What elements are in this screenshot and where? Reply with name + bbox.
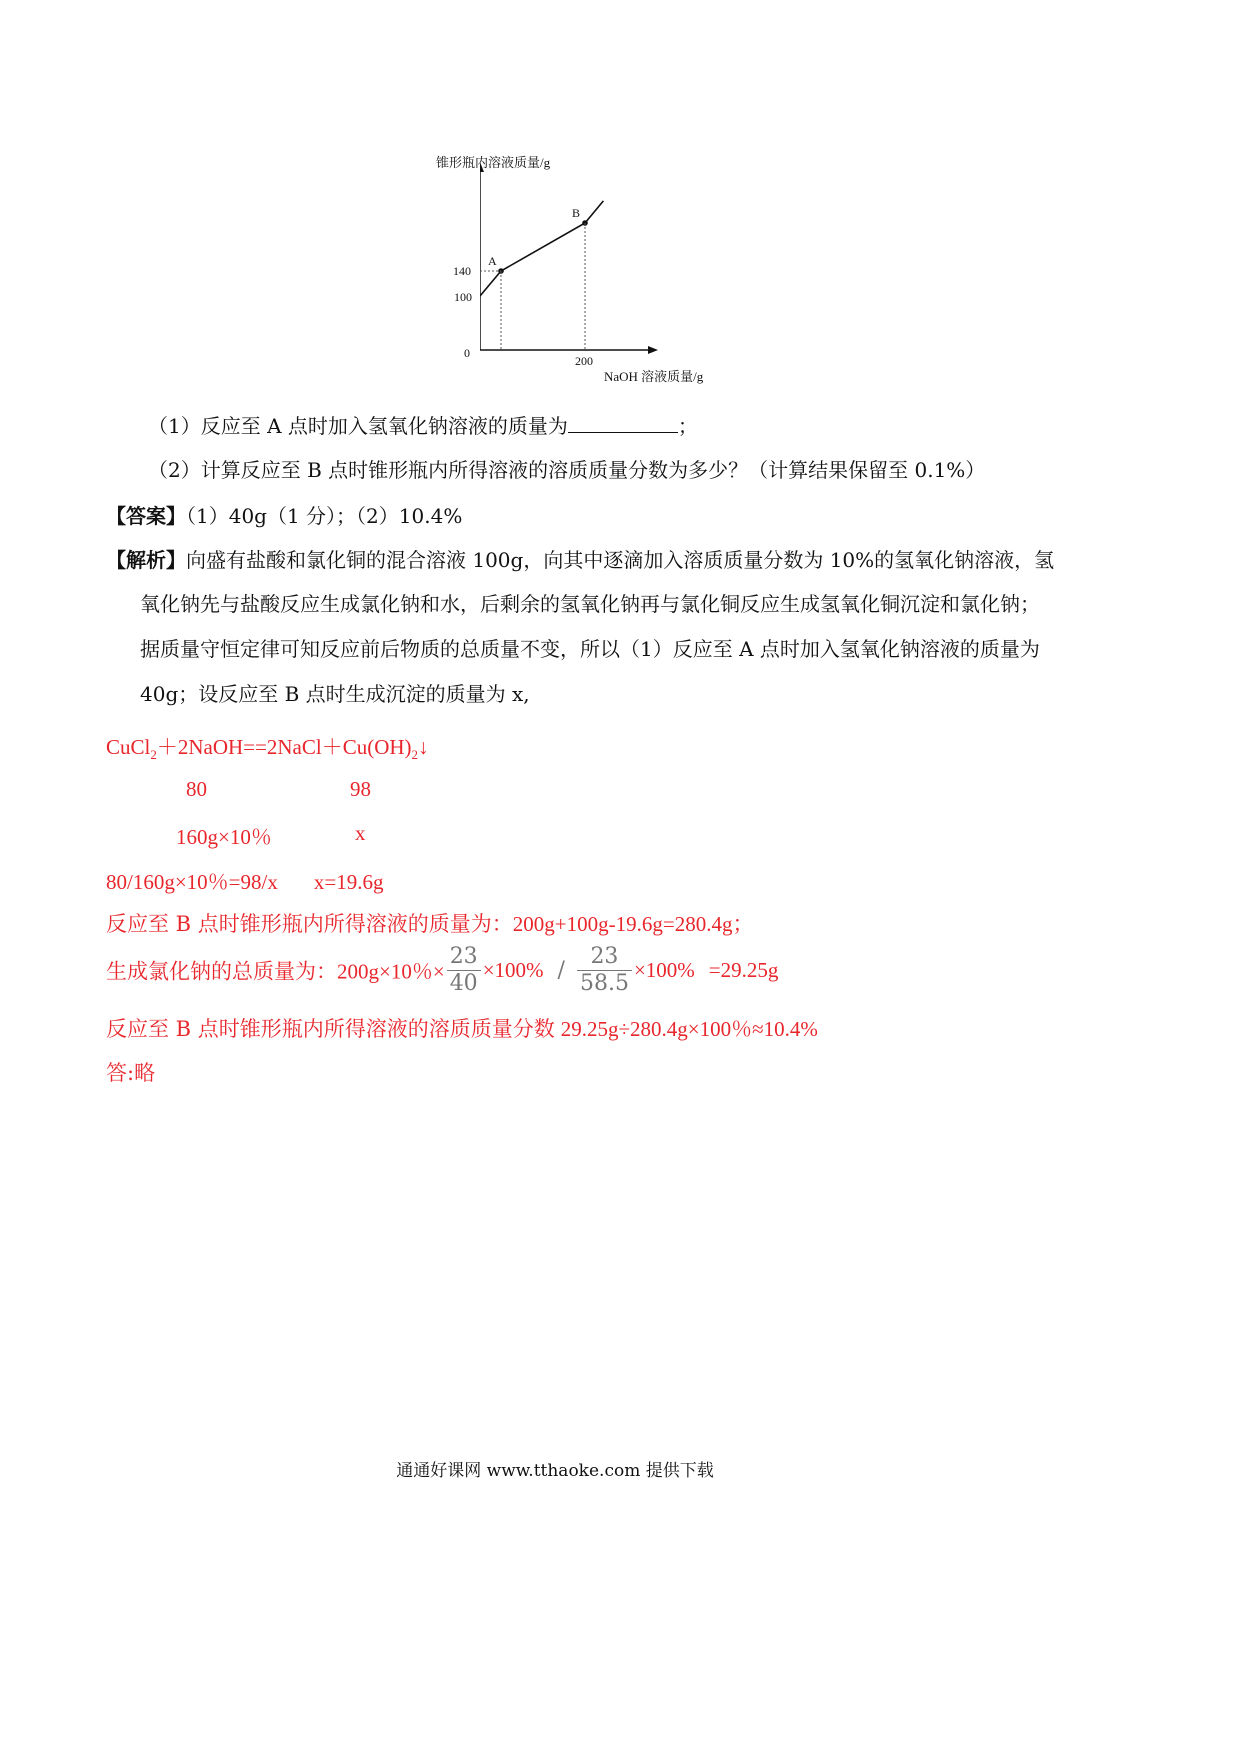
origin-label: 0 (464, 346, 470, 360)
solution-mass-label: 反应至 B 点时锥形瓶内所得溶液的质量为： (106, 912, 513, 936)
final-calc: 29.25g÷280.4g×100％≈10.4% (560, 1017, 818, 1041)
final-label: 反应至 B 点时锥形瓶内所得溶液的溶质质量分数 (106, 1017, 555, 1041)
chart (480, 160, 740, 390)
fraction-1-numerator: 23 (447, 944, 481, 971)
page-footer: 通通好课网 www.tthaoke.com 提供下载 (396, 1461, 714, 1481)
nacl-mass-result: =29.25g (708, 958, 779, 982)
ratio-line (106, 866, 383, 896)
division-slash: / (557, 958, 565, 983)
chart-axes (480, 162, 658, 354)
eq-part-c: ↓ (418, 735, 429, 759)
x-value: x=19.6g (313, 870, 384, 894)
analysis-text-1: 向盛有盐酸和氯化铜的混合溶液 100g，向其中逐滴加入溶质质量分数为 10%的氢氧化钠溶液，氢 (186, 548, 1055, 572)
x-axis-arrow (648, 346, 658, 354)
eq-sub-1: 2 (150, 747, 157, 763)
solution-mass-calc: 200g+100g-19.6g=280.4g； (512, 912, 754, 936)
point-label-a: A (488, 254, 497, 268)
x-axis-label: NaOH 溶液质量/g (604, 369, 704, 384)
molar-mass-naoh: 80 (186, 777, 207, 801)
question-1-text: （1）反应至 A 点时加入氢氧化钠溶液的质量为 (148, 414, 568, 438)
nacl-mass-mid: ×100% (482, 958, 544, 982)
question-1 (148, 410, 698, 439)
x-tick-200: 200 (575, 354, 593, 368)
question-1-end: ； (677, 414, 698, 438)
final-fraction-line (106, 1013, 818, 1043)
nacl-mass-line (106, 944, 778, 997)
chart-labels (488, 206, 580, 268)
axes-group (480, 162, 658, 354)
eq-part-b: ＋2NaOH==2NaCl＋Cu(OH) (156, 735, 412, 759)
analysis-line-2: 氧化钠先与盐酸反应生成氯化钠和水，后剩余的氢氧化钠再与氯化铜反应生成氢氧化铜沉淀和氯化钠； (140, 592, 1040, 616)
fraction-23-40 (447, 944, 481, 997)
solution-mass-line (106, 908, 753, 938)
fraction-2-numerator: 23 (577, 944, 632, 971)
chemical-equation (106, 731, 429, 763)
ratio-expression: 80/160g×10％=98/x (106, 870, 278, 894)
answer-label: 【答案】 (106, 504, 186, 528)
nacl-mass-label: 生成氯化钠的总质量为： (106, 959, 337, 984)
unknown-x: x (355, 821, 366, 845)
analysis-line-1 (106, 544, 1054, 573)
nacl-mass-pre: 200g×10％× (337, 959, 445, 984)
fraction-2-denominator: 58.5 (579, 971, 629, 996)
nacl-mass-post: ×100% (633, 958, 695, 982)
analysis-label: 【解析】 (106, 548, 186, 572)
eq-sub-2: 2 (411, 747, 419, 763)
answer-text: （1）40g（1 分）；（2）10.4% (186, 504, 463, 528)
fraction-23-58-5 (577, 944, 632, 997)
analysis-line-3: 据质量守恒定律可知反应前后物质的总质量不变，所以（1）反应至 A 点时加入氢氧化钠溶液的质量为 (140, 637, 1040, 661)
point-label-b: B (572, 206, 581, 220)
chart-marks (480, 201, 603, 350)
answer-blank (568, 414, 678, 433)
eq-part-a: CuCl (106, 735, 151, 759)
question-2: （2）计算反应至 B 点时锥形瓶内所得溶液的溶质质量分数为多少？（计算结果保留至 0.1%） (148, 458, 986, 482)
answer-line (106, 500, 462, 529)
fraction-1-denominator: 40 (449, 971, 478, 996)
conclusion: 答:略 (106, 1061, 156, 1085)
naoh-mass: 160g×10％ (176, 825, 272, 849)
molar-mass-cuoh2: 98 (350, 777, 371, 801)
y-tick-140: 140 (453, 264, 471, 278)
y-axis-label: 锥形瓶内溶液质量/g (436, 155, 551, 170)
y-tick-100: 100 (454, 290, 472, 304)
analysis-line-4: 40g；设反应至 B 点时生成沉淀的质量为 x, (140, 682, 530, 706)
